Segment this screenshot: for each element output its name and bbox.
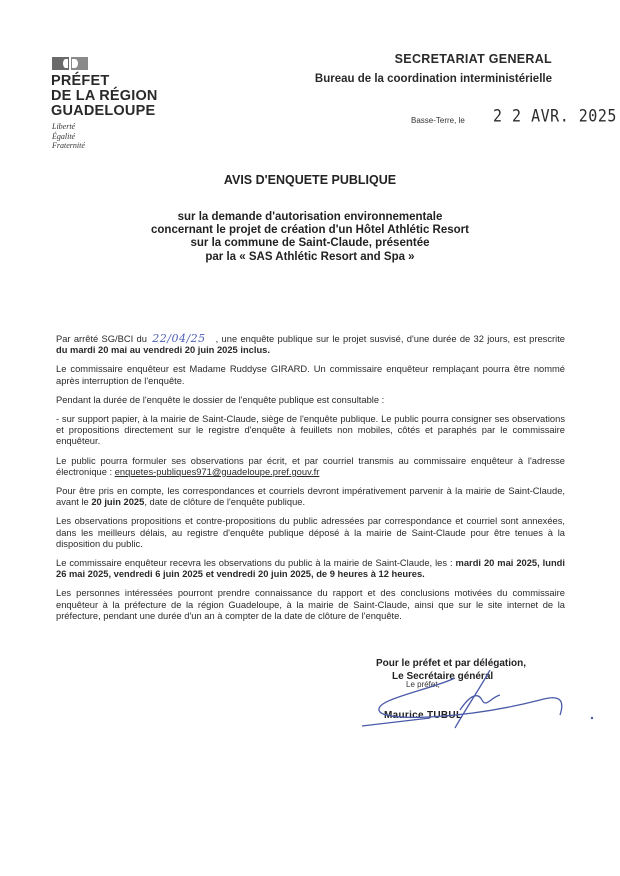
decree-text: , une enquête publique sur le projet susvisé, d'une durée de 32 jours, est prescrite [215, 334, 565, 344]
bureau-name: Bureau de la coordination interministérielle [314, 73, 552, 85]
paragraph-deadline [56, 486, 565, 508]
email-link[interactable]: enquetes-publiques971@guadeloupe.pref.gouv.fr [114, 466, 320, 477]
paragraph-commissioner: Le commissaire enquêteur est Madame Ruddyse GIRARD. Un commissaire enquêteur remplaçant pourra être nommé après interruption de l'enquête. [56, 364, 565, 386]
email-intro: Le public pourra formuler ses observations par écrit, et par courriel transmis au commissaire enquêteur à l'adresse électronique : [56, 455, 565, 477]
date-stamp: 2 2 AVR. 2025 [493, 106, 617, 126]
signature-delegation: Pour le préfet et par délégation, [376, 658, 527, 669]
paragraph-paper-support: - sur support papier, à la mairie de Saint-Claude, siège de l'enquête publique. Le public pourra consigner ses observations et propositions directement sur le registre d'enquête à feuillets non mobiles, côtés et paraphés par le commissaire enquêteur. [56, 414, 565, 447]
permanences-dates: mardi 20 mai 2025, lundi 26 mai 2025, vendredi 6 juin 2025 et vendredi 20 juin 2025, de 9 heures à 12 heures. [56, 558, 565, 580]
paragraph-consultation-intro: Pendant la durée de l'enquête le dossier de l'enquête publique est consultable : [56, 394, 385, 405]
subtitle-line: sur la demande d'autorisation environnementale [177, 211, 443, 223]
motto-line: Fraternité [52, 141, 85, 150]
paragraph-email [56, 456, 565, 478]
motto-line: Égalité [52, 131, 76, 141]
paragraph-decree [56, 333, 565, 356]
handwritten-date: 22/04/25 [152, 332, 206, 345]
marianne-right-block [71, 57, 88, 70]
subtitle-line: sur la commune de Saint-Claude, présentée [190, 237, 430, 250]
marianne-left-block [52, 57, 69, 70]
deadline-suffix: , date de clôture de l'enquête publique. [144, 497, 306, 508]
institution-line: DE LA RÉGION [51, 88, 158, 104]
institution-line: GUADELOUPE [51, 103, 156, 119]
paragraph-report: Les personnes intéressées pourront prendre connaissance du rapport et des conclusions motivées du commissaire enquêteur à la préfecture de la région Guadeloupe, à la mairie de Saint-Claude, ainsi que sur le site internet de la préfecture, pendant une durée d'un an à compter de la date de clôture de l'enquête. [56, 588, 565, 621]
paragraph-permanences [56, 558, 565, 580]
department-title: SECRETARIAT GENERAL [394, 52, 552, 66]
permanences-prefix: Le commissaire enquêteur recevra les observations du public à la mairie de Saint-Claude, les : [56, 558, 456, 569]
motto-line: Liberté [52, 122, 76, 131]
decree-period: du mardi 20 mai au vendredi 20 juin 2025 inclus. [56, 345, 270, 356]
document-title: AVIS D'ENQUETE PUBLIQUE [223, 173, 397, 187]
paragraph-annexes: Les observations propositions et contre-propositions du public adressées par correspondance et courriel sont annexées, dans les meilleurs délais, au registre d'enquête publique déposé à la mairie de Saint-Claude pour être tenues à la disposition du public. [56, 516, 565, 549]
signature-overlay-text: Le préfet, [406, 680, 440, 689]
motto [52, 122, 85, 151]
notice-body [56, 333, 565, 630]
place-label: Basse-Terre, le [411, 116, 465, 125]
handwritten-signature-icon [360, 670, 600, 730]
subtitle-line: concernant le projet de création d'un Hôtel Athlétic Resort [151, 224, 469, 237]
institution-name [51, 74, 158, 119]
decree-prefix: Par arrêté SG/BCI du [56, 334, 147, 344]
institution-line: PRÉFET [51, 73, 110, 89]
signature-role: Le Secrétaire général [392, 671, 494, 682]
signatory-name: Maurice TUBUL [384, 710, 463, 721]
deadline-date: 20 juin 2025 [91, 497, 145, 508]
deadline-prefix: Pour être pris en compte, les correspondances et courriels devront impérativement parvenir à la mairie de Saint-Claude, avant le [56, 486, 565, 508]
document-subtitle [0, 211, 620, 264]
subtitle-line: par la « SAS Athlétic Resort and Spa » [205, 250, 415, 263]
marianne-logo-icon [52, 57, 88, 70]
